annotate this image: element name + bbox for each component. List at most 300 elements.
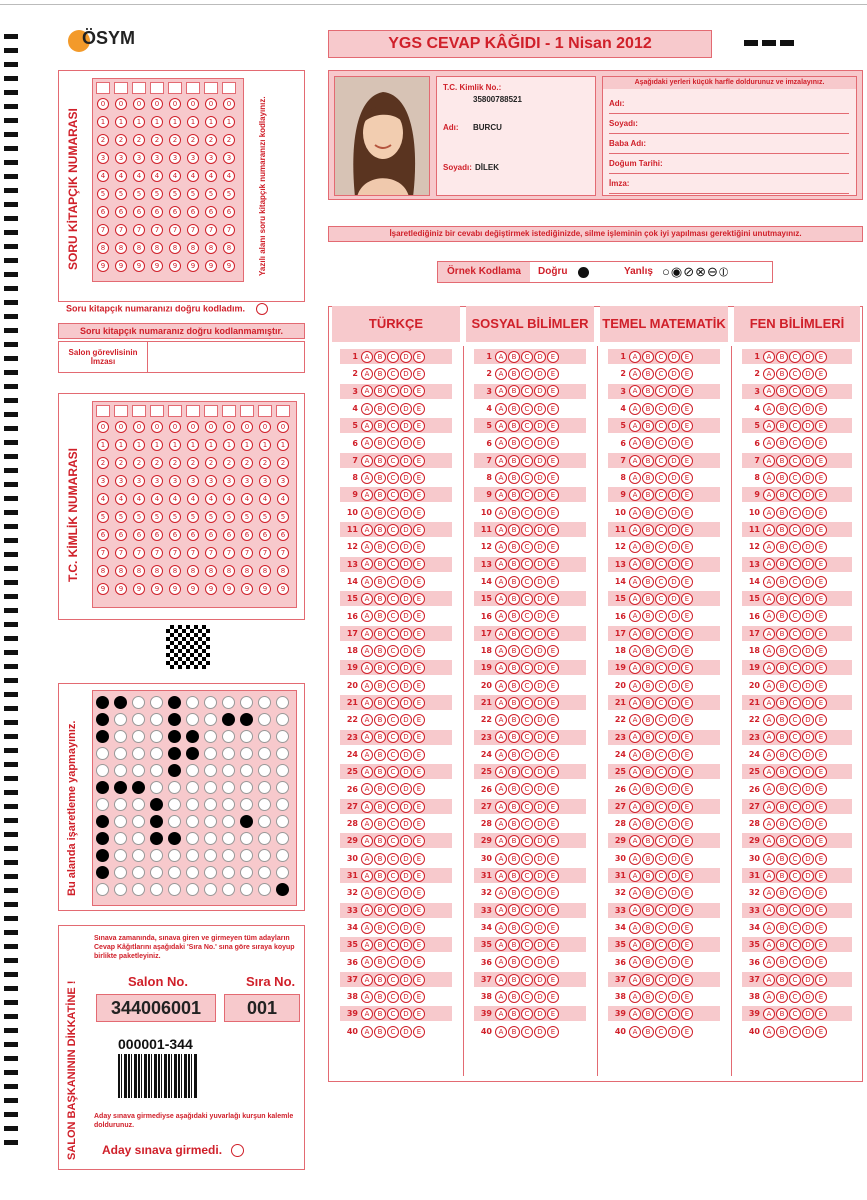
digit-column-header[interactable]: [222, 82, 236, 94]
option-bubble[interactable]: E: [681, 783, 693, 795]
option-bubble[interactable]: A: [763, 749, 775, 761]
option-bubble[interactable]: D: [400, 991, 412, 1003]
digit-bubble[interactable]: 0: [223, 98, 235, 110]
option-bubble[interactable]: A: [361, 368, 373, 380]
option-bubble[interactable]: D: [534, 558, 546, 570]
option-bubble[interactable]: E: [413, 974, 425, 986]
option-bubble[interactable]: D: [802, 766, 814, 778]
option-bubble[interactable]: D: [668, 489, 680, 501]
option-bubble[interactable]: A: [763, 628, 775, 640]
option-bubble[interactable]: C: [789, 956, 801, 968]
option-bubble[interactable]: A: [361, 749, 373, 761]
option-bubble[interactable]: A: [629, 385, 641, 397]
option-bubble[interactable]: B: [508, 351, 520, 363]
option-bubble[interactable]: B: [776, 385, 788, 397]
option-bubble[interactable]: A: [361, 524, 373, 536]
option-bubble[interactable]: C: [387, 541, 399, 553]
digit-bubble[interactable]: 5: [133, 511, 145, 523]
option-bubble[interactable]: A: [361, 628, 373, 640]
digit-bubble[interactable]: 6: [187, 206, 199, 218]
option-bubble[interactable]: C: [655, 835, 667, 847]
option-bubble[interactable]: E: [413, 922, 425, 934]
digit-bubble[interactable]: 5: [205, 188, 217, 200]
digit-bubble[interactable]: 2: [151, 457, 163, 469]
option-bubble[interactable]: A: [495, 766, 507, 778]
option-bubble[interactable]: E: [681, 662, 693, 674]
option-bubble[interactable]: C: [387, 472, 399, 484]
option-bubble[interactable]: B: [776, 922, 788, 934]
option-bubble[interactable]: B: [508, 489, 520, 501]
option-bubble[interactable]: C: [387, 922, 399, 934]
digit-bubble[interactable]: 7: [223, 224, 235, 236]
option-bubble[interactable]: C: [789, 766, 801, 778]
option-bubble[interactable]: D: [400, 835, 412, 847]
option-bubble[interactable]: D: [668, 593, 680, 605]
option-bubble[interactable]: A: [361, 991, 373, 1003]
option-bubble[interactable]: A: [495, 593, 507, 605]
digit-column-header[interactable]: [150, 82, 164, 94]
digit-bubble[interactable]: 8: [241, 565, 253, 577]
option-bubble[interactable]: E: [681, 385, 693, 397]
option-bubble[interactable]: C: [521, 783, 533, 795]
option-bubble[interactable]: C: [655, 714, 667, 726]
option-bubble[interactable]: C: [789, 922, 801, 934]
digit-bubble[interactable]: 9: [187, 583, 199, 595]
option-bubble[interactable]: E: [681, 991, 693, 1003]
option-bubble[interactable]: A: [495, 507, 507, 519]
option-bubble[interactable]: A: [361, 437, 373, 449]
option-bubble[interactable]: B: [776, 870, 788, 882]
option-bubble[interactable]: A: [495, 818, 507, 830]
option-bubble[interactable]: C: [789, 628, 801, 640]
option-bubble[interactable]: E: [815, 524, 827, 536]
digit-bubble[interactable]: 8: [115, 565, 127, 577]
option-bubble[interactable]: A: [361, 558, 373, 570]
option-bubble[interactable]: E: [815, 922, 827, 934]
option-bubble[interactable]: E: [815, 489, 827, 501]
option-bubble[interactable]: A: [361, 956, 373, 968]
option-bubble[interactable]: E: [815, 870, 827, 882]
option-bubble[interactable]: E: [547, 455, 559, 467]
option-bubble[interactable]: C: [789, 939, 801, 951]
option-bubble[interactable]: C: [387, 1026, 399, 1038]
option-bubble[interactable]: E: [413, 610, 425, 622]
option-bubble[interactable]: D: [802, 524, 814, 536]
digit-bubble[interactable]: 7: [187, 224, 199, 236]
option-bubble[interactable]: A: [763, 783, 775, 795]
option-bubble[interactable]: A: [763, 385, 775, 397]
option-bubble[interactable]: C: [387, 835, 399, 847]
option-bubble[interactable]: C: [655, 887, 667, 899]
option-bubble[interactable]: D: [802, 593, 814, 605]
digit-bubble[interactable]: 7: [97, 547, 109, 559]
option-bubble[interactable]: D: [668, 887, 680, 899]
digit-bubble[interactable]: 2: [115, 457, 127, 469]
digit-bubble[interactable]: 6: [169, 206, 181, 218]
option-bubble[interactable]: D: [534, 818, 546, 830]
option-bubble[interactable]: D: [534, 680, 546, 692]
option-bubble[interactable]: D: [534, 974, 546, 986]
option-bubble[interactable]: A: [495, 870, 507, 882]
option-bubble[interactable]: A: [495, 904, 507, 916]
option-bubble[interactable]: A: [495, 437, 507, 449]
digit-bubble[interactable]: 3: [115, 152, 127, 164]
option-bubble[interactable]: E: [681, 922, 693, 934]
option-bubble[interactable]: E: [547, 818, 559, 830]
option-bubble[interactable]: E: [547, 853, 559, 865]
option-bubble[interactable]: C: [387, 489, 399, 501]
booklet-correct-bubble[interactable]: [256, 303, 268, 315]
option-bubble[interactable]: D: [534, 645, 546, 657]
digit-bubble[interactable]: 0: [241, 421, 253, 433]
option-bubble[interactable]: D: [400, 576, 412, 588]
option-bubble[interactable]: E: [681, 455, 693, 467]
option-bubble[interactable]: B: [508, 887, 520, 899]
option-bubble[interactable]: A: [495, 680, 507, 692]
option-bubble[interactable]: A: [763, 818, 775, 830]
option-bubble[interactable]: C: [387, 974, 399, 986]
option-bubble[interactable]: E: [413, 835, 425, 847]
option-bubble[interactable]: D: [668, 351, 680, 363]
digit-bubble[interactable]: 4: [259, 493, 271, 505]
option-bubble[interactable]: C: [655, 991, 667, 1003]
option-bubble[interactable]: A: [361, 887, 373, 899]
option-bubble[interactable]: E: [547, 645, 559, 657]
option-bubble[interactable]: D: [802, 887, 814, 899]
option-bubble[interactable]: B: [374, 351, 386, 363]
option-bubble[interactable]: C: [521, 524, 533, 536]
option-bubble[interactable]: A: [629, 749, 641, 761]
option-bubble[interactable]: C: [655, 368, 667, 380]
option-bubble[interactable]: B: [374, 455, 386, 467]
option-bubble[interactable]: A: [629, 420, 641, 432]
option-bubble[interactable]: E: [413, 714, 425, 726]
option-bubble[interactable]: A: [361, 714, 373, 726]
digit-bubble[interactable]: 9: [259, 583, 271, 595]
option-bubble[interactable]: A: [361, 662, 373, 674]
option-bubble[interactable]: E: [815, 593, 827, 605]
option-bubble[interactable]: D: [534, 1026, 546, 1038]
option-bubble[interactable]: B: [776, 766, 788, 778]
option-bubble[interactable]: C: [789, 1026, 801, 1038]
option-bubble[interactable]: C: [387, 697, 399, 709]
option-bubble[interactable]: C: [655, 645, 667, 657]
option-bubble[interactable]: E: [413, 385, 425, 397]
option-bubble[interactable]: A: [629, 489, 641, 501]
digit-bubble[interactable]: 3: [133, 152, 145, 164]
option-bubble[interactable]: A: [361, 507, 373, 519]
option-bubble[interactable]: E: [681, 904, 693, 916]
option-bubble[interactable]: C: [655, 974, 667, 986]
digit-bubble[interactable]: 8: [187, 565, 199, 577]
option-bubble[interactable]: B: [508, 835, 520, 847]
option-bubble[interactable]: E: [413, 455, 425, 467]
digit-bubble[interactable]: 3: [223, 152, 235, 164]
digit-bubble[interactable]: 0: [169, 98, 181, 110]
option-bubble[interactable]: E: [815, 887, 827, 899]
option-bubble[interactable]: A: [629, 455, 641, 467]
option-bubble[interactable]: B: [508, 697, 520, 709]
digit-bubble[interactable]: 4: [97, 493, 109, 505]
option-bubble[interactable]: D: [400, 351, 412, 363]
option-bubble[interactable]: D: [534, 576, 546, 588]
handwrite-field[interactable]: İmza:: [609, 175, 849, 194]
digit-bubble[interactable]: 6: [133, 529, 145, 541]
option-bubble[interactable]: B: [374, 887, 386, 899]
option-bubble[interactable]: D: [534, 939, 546, 951]
digit-bubble[interactable]: 2: [97, 134, 109, 146]
option-bubble[interactable]: B: [642, 835, 654, 847]
option-bubble[interactable]: D: [668, 697, 680, 709]
option-bubble[interactable]: E: [547, 541, 559, 553]
option-bubble[interactable]: A: [763, 904, 775, 916]
option-bubble[interactable]: A: [361, 610, 373, 622]
digit-bubble[interactable]: 0: [133, 421, 145, 433]
option-bubble[interactable]: D: [668, 437, 680, 449]
digit-bubble[interactable]: 7: [133, 224, 145, 236]
option-bubble[interactable]: A: [629, 887, 641, 899]
option-bubble[interactable]: B: [508, 1008, 520, 1020]
digit-bubble[interactable]: 1: [151, 439, 163, 451]
digit-bubble[interactable]: 6: [223, 206, 235, 218]
digit-bubble[interactable]: 9: [277, 583, 289, 595]
option-bubble[interactable]: D: [534, 628, 546, 640]
option-bubble[interactable]: D: [668, 507, 680, 519]
option-bubble[interactable]: D: [802, 991, 814, 1003]
option-bubble[interactable]: E: [413, 680, 425, 692]
option-bubble[interactable]: E: [413, 576, 425, 588]
option-bubble[interactable]: D: [668, 714, 680, 726]
option-bubble[interactable]: D: [400, 1008, 412, 1020]
option-bubble[interactable]: C: [655, 558, 667, 570]
digit-column-header[interactable]: [114, 82, 128, 94]
option-bubble[interactable]: D: [668, 922, 680, 934]
option-bubble[interactable]: C: [521, 368, 533, 380]
option-bubble[interactable]: C: [387, 593, 399, 605]
option-bubble[interactable]: C: [789, 887, 801, 899]
option-bubble[interactable]: D: [668, 749, 680, 761]
option-bubble[interactable]: D: [400, 558, 412, 570]
option-bubble[interactable]: A: [629, 558, 641, 570]
digit-bubble[interactable]: 3: [241, 475, 253, 487]
option-bubble[interactable]: C: [521, 731, 533, 743]
option-bubble[interactable]: C: [387, 818, 399, 830]
option-bubble[interactable]: E: [681, 524, 693, 536]
option-bubble[interactable]: E: [681, 628, 693, 640]
option-bubble[interactable]: C: [521, 420, 533, 432]
digit-bubble[interactable]: 4: [133, 493, 145, 505]
digit-bubble[interactable]: 2: [115, 134, 127, 146]
digit-bubble[interactable]: 3: [169, 475, 181, 487]
option-bubble[interactable]: D: [668, 680, 680, 692]
option-bubble[interactable]: B: [642, 714, 654, 726]
option-bubble[interactable]: E: [815, 680, 827, 692]
option-bubble[interactable]: B: [776, 507, 788, 519]
option-bubble[interactable]: C: [789, 524, 801, 536]
option-bubble[interactable]: E: [681, 576, 693, 588]
option-bubble[interactable]: A: [629, 904, 641, 916]
option-bubble[interactable]: B: [374, 507, 386, 519]
option-bubble[interactable]: C: [655, 783, 667, 795]
option-bubble[interactable]: A: [495, 403, 507, 415]
option-bubble[interactable]: E: [681, 853, 693, 865]
option-bubble[interactable]: D: [400, 662, 412, 674]
option-bubble[interactable]: A: [763, 714, 775, 726]
option-bubble[interactable]: A: [361, 645, 373, 657]
digit-bubble[interactable]: 6: [259, 529, 271, 541]
absent-bubble[interactable]: [231, 1144, 244, 1157]
option-bubble[interactable]: D: [802, 956, 814, 968]
digit-bubble[interactable]: 3: [169, 152, 181, 164]
option-bubble[interactable]: D: [400, 455, 412, 467]
digit-bubble[interactable]: 8: [205, 242, 217, 254]
option-bubble[interactable]: C: [521, 974, 533, 986]
option-bubble[interactable]: B: [776, 853, 788, 865]
option-bubble[interactable]: B: [776, 437, 788, 449]
digit-bubble[interactable]: 5: [169, 188, 181, 200]
option-bubble[interactable]: C: [655, 472, 667, 484]
digit-bubble[interactable]: 4: [205, 170, 217, 182]
option-bubble[interactable]: C: [521, 766, 533, 778]
option-bubble[interactable]: C: [789, 437, 801, 449]
option-bubble[interactable]: C: [387, 662, 399, 674]
option-bubble[interactable]: D: [668, 558, 680, 570]
option-bubble[interactable]: C: [789, 403, 801, 415]
digit-bubble[interactable]: 3: [151, 475, 163, 487]
option-bubble[interactable]: A: [763, 610, 775, 622]
option-bubble[interactable]: D: [668, 455, 680, 467]
option-bubble[interactable]: B: [508, 593, 520, 605]
option-bubble[interactable]: E: [547, 576, 559, 588]
option-bubble[interactable]: C: [521, 351, 533, 363]
option-bubble[interactable]: A: [629, 628, 641, 640]
option-bubble[interactable]: B: [642, 801, 654, 813]
handwrite-field[interactable]: Baba Adı:: [609, 135, 849, 154]
option-bubble[interactable]: B: [374, 974, 386, 986]
option-bubble[interactable]: E: [547, 593, 559, 605]
digit-column-header[interactable]: [240, 405, 254, 417]
option-bubble[interactable]: D: [802, 351, 814, 363]
option-bubble[interactable]: A: [361, 801, 373, 813]
option-bubble[interactable]: A: [629, 524, 641, 536]
option-bubble[interactable]: E: [547, 437, 559, 449]
option-bubble[interactable]: C: [655, 541, 667, 553]
option-bubble[interactable]: A: [495, 922, 507, 934]
option-bubble[interactable]: B: [374, 472, 386, 484]
option-bubble[interactable]: B: [642, 385, 654, 397]
option-bubble[interactable]: A: [495, 420, 507, 432]
option-bubble[interactable]: D: [802, 403, 814, 415]
option-bubble[interactable]: E: [815, 956, 827, 968]
option-bubble[interactable]: A: [361, 1026, 373, 1038]
option-bubble[interactable]: A: [763, 541, 775, 553]
option-bubble[interactable]: D: [400, 714, 412, 726]
option-bubble[interactable]: E: [681, 507, 693, 519]
option-bubble[interactable]: D: [668, 576, 680, 588]
option-bubble[interactable]: E: [815, 368, 827, 380]
option-bubble[interactable]: E: [413, 472, 425, 484]
option-bubble[interactable]: A: [763, 437, 775, 449]
option-bubble[interactable]: A: [495, 558, 507, 570]
option-bubble[interactable]: C: [521, 870, 533, 882]
option-bubble[interactable]: C: [655, 956, 667, 968]
digit-bubble[interactable]: 1: [151, 116, 163, 128]
option-bubble[interactable]: B: [642, 731, 654, 743]
digit-column-header[interactable]: [96, 82, 110, 94]
option-bubble[interactable]: C: [655, 662, 667, 674]
option-bubble[interactable]: D: [400, 524, 412, 536]
option-bubble[interactable]: E: [681, 368, 693, 380]
option-bubble[interactable]: D: [802, 922, 814, 934]
digit-bubble[interactable]: 1: [241, 439, 253, 451]
option-bubble[interactable]: A: [763, 645, 775, 657]
option-bubble[interactable]: A: [495, 541, 507, 553]
option-bubble[interactable]: C: [521, 991, 533, 1003]
option-bubble[interactable]: E: [547, 524, 559, 536]
option-bubble[interactable]: B: [776, 939, 788, 951]
option-bubble[interactable]: A: [629, 766, 641, 778]
option-bubble[interactable]: A: [361, 922, 373, 934]
option-bubble[interactable]: C: [521, 489, 533, 501]
option-bubble[interactable]: C: [789, 420, 801, 432]
digit-bubble[interactable]: 5: [151, 511, 163, 523]
digit-bubble[interactable]: 5: [169, 511, 181, 523]
option-bubble[interactable]: A: [763, 887, 775, 899]
option-bubble[interactable]: C: [789, 904, 801, 916]
option-bubble[interactable]: B: [374, 1026, 386, 1038]
option-bubble[interactable]: C: [387, 455, 399, 467]
option-bubble[interactable]: C: [789, 610, 801, 622]
option-bubble[interactable]: B: [776, 783, 788, 795]
option-bubble[interactable]: A: [763, 922, 775, 934]
handwrite-field[interactable]: Soyadı:: [609, 115, 849, 134]
option-bubble[interactable]: E: [547, 887, 559, 899]
option-bubble[interactable]: B: [374, 645, 386, 657]
option-bubble[interactable]: D: [534, 714, 546, 726]
option-bubble[interactable]: D: [400, 939, 412, 951]
option-bubble[interactable]: A: [361, 680, 373, 692]
option-bubble[interactable]: B: [642, 922, 654, 934]
option-bubble[interactable]: D: [534, 472, 546, 484]
digit-bubble[interactable]: 8: [169, 565, 181, 577]
option-bubble[interactable]: E: [815, 766, 827, 778]
digit-bubble[interactable]: 8: [169, 242, 181, 254]
option-bubble[interactable]: B: [642, 887, 654, 899]
option-bubble[interactable]: C: [789, 385, 801, 397]
option-bubble[interactable]: B: [374, 593, 386, 605]
option-bubble[interactable]: D: [802, 835, 814, 847]
option-bubble[interactable]: A: [495, 887, 507, 899]
option-bubble[interactable]: D: [668, 385, 680, 397]
option-bubble[interactable]: D: [802, 455, 814, 467]
option-bubble[interactable]: C: [789, 472, 801, 484]
option-bubble[interactable]: D: [534, 922, 546, 934]
digit-bubble[interactable]: 1: [187, 439, 199, 451]
option-bubble[interactable]: D: [802, 853, 814, 865]
option-bubble[interactable]: D: [802, 385, 814, 397]
option-bubble[interactable]: B: [374, 489, 386, 501]
option-bubble[interactable]: D: [534, 731, 546, 743]
digit-bubble[interactable]: 5: [151, 188, 163, 200]
option-bubble[interactable]: A: [763, 507, 775, 519]
option-bubble[interactable]: D: [534, 507, 546, 519]
option-bubble[interactable]: B: [374, 403, 386, 415]
option-bubble[interactable]: E: [681, 420, 693, 432]
option-bubble[interactable]: D: [400, 628, 412, 640]
option-bubble[interactable]: B: [508, 645, 520, 657]
option-bubble[interactable]: C: [789, 507, 801, 519]
option-bubble[interactable]: D: [668, 403, 680, 415]
